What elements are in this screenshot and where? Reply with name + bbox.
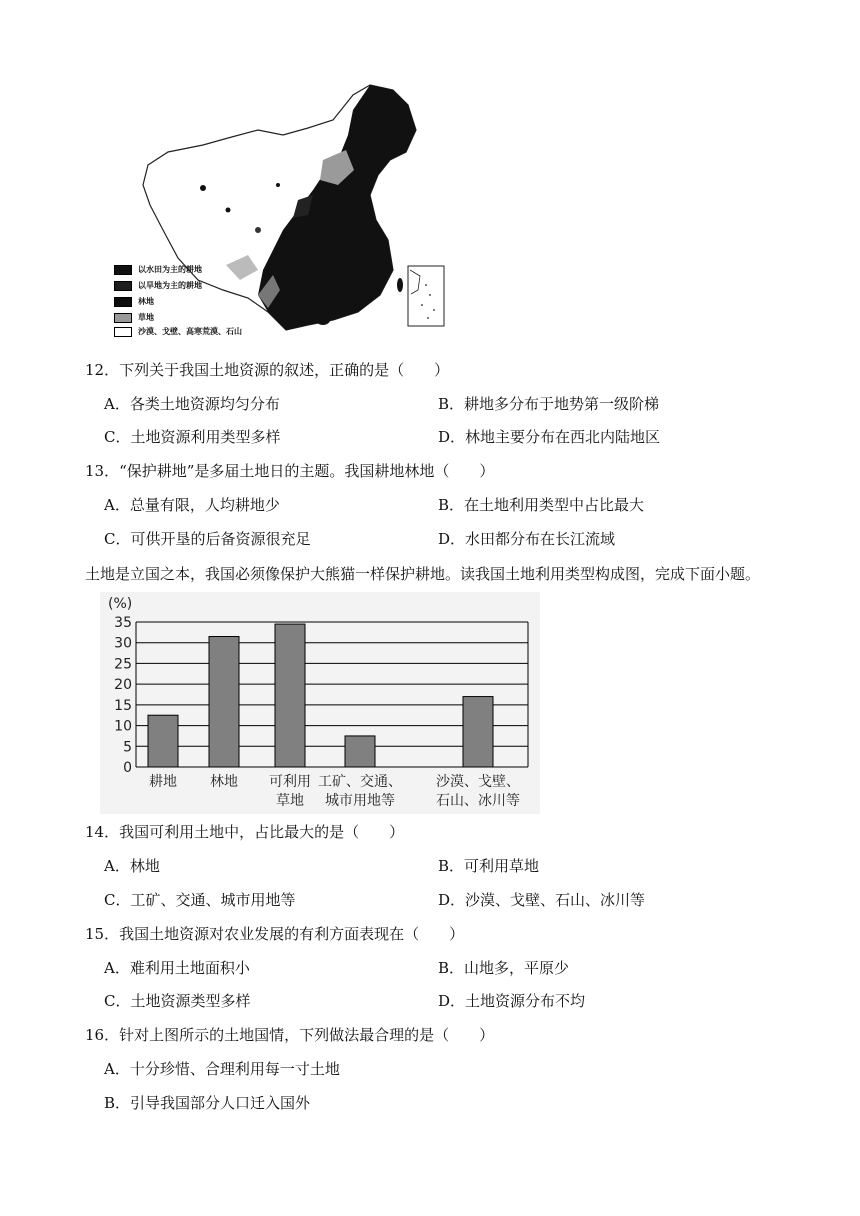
bar xyxy=(345,736,375,767)
question-15-option-a[interactable]: A．难利用土地面积小 xyxy=(104,959,250,977)
x-category-label: 耕地 xyxy=(149,774,177,790)
legend-swatch-paddy xyxy=(114,265,132,275)
y-tick-label: 5 xyxy=(123,739,132,756)
question-14-option-c[interactable]: C．工矿、交通、城市用地等 xyxy=(104,891,296,909)
y-tick-label: 15 xyxy=(114,697,132,714)
y-axis-unit-label: (%) xyxy=(108,596,133,612)
question-15-option-d[interactable]: D．土地资源分布不均 xyxy=(438,992,586,1010)
question-14-option-b[interactable]: B．可利用草地 xyxy=(438,857,540,875)
legend-swatch-desert xyxy=(114,327,132,337)
legend-swatch-forest xyxy=(114,297,132,307)
question-12-option-d[interactable]: D．林地主要分布在西北内陆地区 xyxy=(438,428,661,446)
section-intro: 土地是立国之本，我国必须像保护大熊猫一样保护耕地。读我国土地利用类型构成图，完成下面小题。 xyxy=(85,565,761,583)
land-use-bar-chart xyxy=(100,592,540,814)
y-tick-label: 35 xyxy=(114,615,132,631)
question-12-option-b[interactable]: B．耕地多分布于地势第一级阶梯 xyxy=(438,395,660,413)
question-13-option-c[interactable]: C．可供开垦的后备资源很充足 xyxy=(104,530,311,548)
legend-item-dryland xyxy=(114,280,202,291)
bar-chart-svg xyxy=(100,592,540,814)
x-category-label: 沙漠、戈壁、 xyxy=(436,774,520,790)
china-land-use-map-graphic xyxy=(108,80,458,336)
legend-item-grassland xyxy=(114,312,154,323)
legend-item-desert xyxy=(114,326,242,337)
y-tick-label: 10 xyxy=(114,718,132,735)
legend-item-forest xyxy=(114,296,154,307)
question-13-option-a[interactable]: A．总量有限，人均耕地少 xyxy=(104,496,280,514)
question-16-option-b[interactable]: B．引导我国部分人口迁入国外 xyxy=(104,1094,311,1112)
question-14-stem: 14．我国可利用土地中，占比最大的是（ ） xyxy=(85,823,405,841)
legend-swatch-dryland xyxy=(114,281,132,291)
question-13-option-b[interactable]: B．在土地利用类型中占比最大 xyxy=(438,496,645,514)
y-tick-label: 20 xyxy=(114,677,132,694)
legend-label-desert: 沙漠、戈壁、高寒荒漠、石山 xyxy=(138,327,242,336)
x-category-label: 城市用地等 xyxy=(325,793,395,809)
question-15-stem: 15．我国土地资源对农业发展的有利方面表现在（ ） xyxy=(85,925,465,943)
y-tick-label: 30 xyxy=(114,635,132,652)
question-14-option-d[interactable]: D．沙漠、戈壁、石山、冰川等 xyxy=(438,891,646,909)
x-category-label: 石山、冰川等 xyxy=(436,793,520,809)
legend-label-grassland: 草地 xyxy=(138,313,154,322)
question-13-stem: 13．“保护耕地”是多届土地日的主题。我国耕地林地（ ） xyxy=(85,462,495,480)
question-16-option-a[interactable]: A．十分珍惜、合理利用每一寸土地 xyxy=(104,1060,340,1078)
y-tick-label: 25 xyxy=(114,656,132,673)
question-12-option-a[interactable]: A．各类土地资源均匀分布 xyxy=(104,395,280,413)
question-16-stem: 16．针对上图所示的土地国情，下列做法最合理的是（ ） xyxy=(85,1026,495,1044)
x-category-label: 林地 xyxy=(210,774,238,790)
legend-label-dryland: 以旱地为主的耕地 xyxy=(138,281,202,290)
y-tick-label: 0 xyxy=(123,760,132,776)
question-14-option-a[interactable]: A．林地 xyxy=(104,857,160,875)
legend-label-paddy: 以水田为主的耕地 xyxy=(138,265,202,274)
x-category-label: 可利用 xyxy=(269,774,311,790)
question-15-option-c[interactable]: C．土地资源类型多样 xyxy=(104,992,251,1010)
x-category-label: 工矿、交通、 xyxy=(318,774,402,790)
land-use-map xyxy=(108,80,458,336)
legend-label-forest: 林地 xyxy=(138,297,154,306)
bar xyxy=(209,637,239,768)
bar xyxy=(463,697,493,767)
question-12-option-c[interactable]: C．土地资源利用类型多样 xyxy=(104,428,281,446)
question-15-option-b[interactable]: B．山地多，平原少 xyxy=(438,959,570,977)
question-13-option-d[interactable]: D．水田都分布在长江流域 xyxy=(438,530,616,548)
question-12-stem: 12．下列关于我国土地资源的叙述，正确的是（ ） xyxy=(85,361,450,379)
legend-item-paddy xyxy=(114,264,202,275)
x-category-label: 草地 xyxy=(276,793,304,809)
legend-swatch-grassland xyxy=(114,313,132,323)
bar xyxy=(148,715,178,767)
bar xyxy=(275,624,305,767)
